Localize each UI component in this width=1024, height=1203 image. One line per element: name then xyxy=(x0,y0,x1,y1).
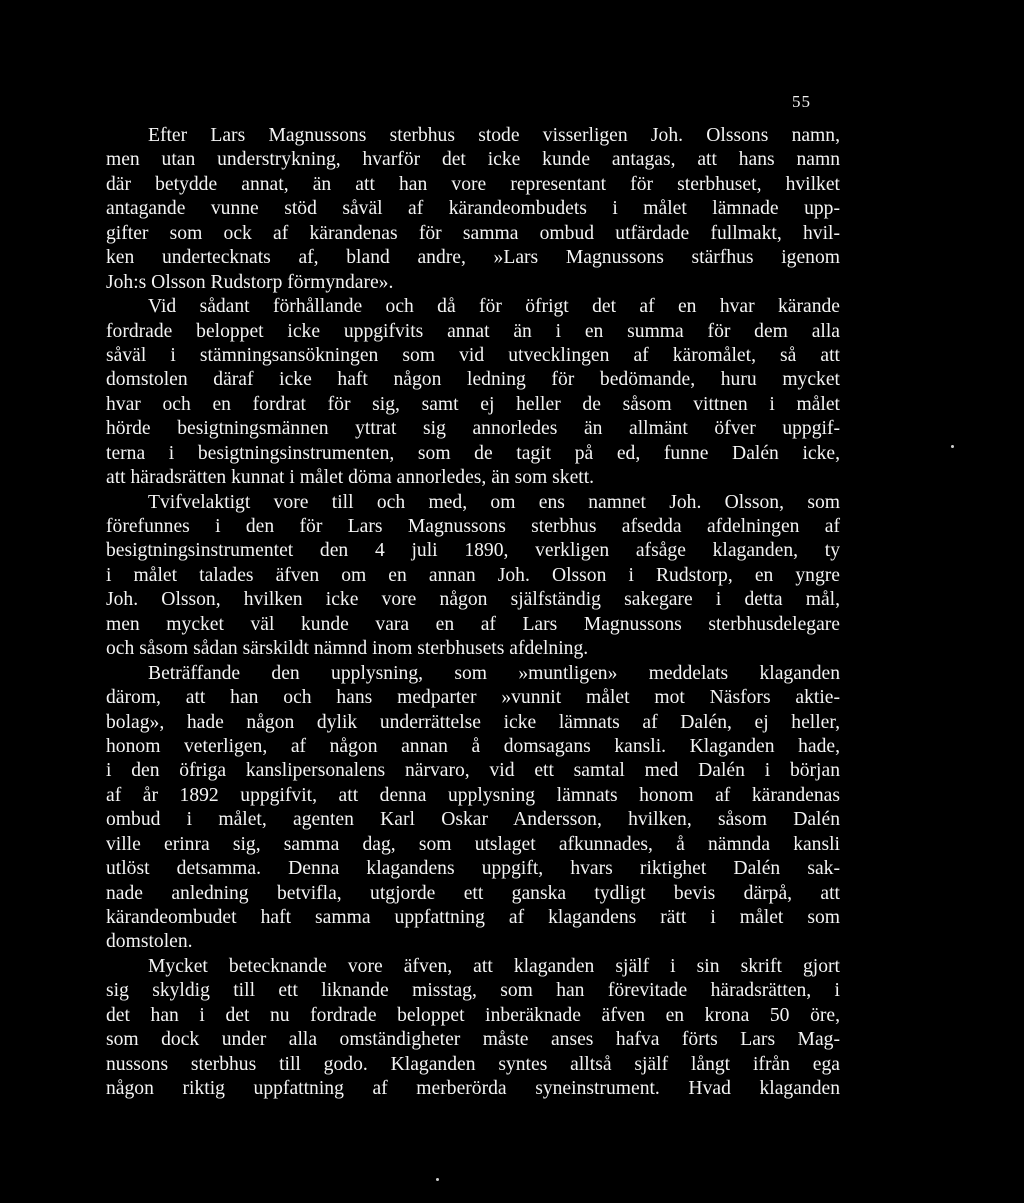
text-line: antagande vunne stöd såväl af kärandeombudets i målet lämnade upp- xyxy=(106,198,840,220)
text-line: Joh. Olsson, hvilken icke vore någon själfständig sakegare i detta mål, xyxy=(106,589,840,611)
speck-mark xyxy=(951,445,954,448)
text-line: bolag», hade någon dylik underrättelse icke lämnats af Dalén, ej heller, xyxy=(106,711,840,733)
text-line: hvar och en fordrat för sig, samt ej heller de såsom vittnen i målet xyxy=(106,393,840,415)
text-line: domstolen. xyxy=(106,931,193,953)
text-line: kärandeombudet haft samma uppfattning af klagandens rätt i målet som xyxy=(106,907,840,928)
text-line: såväl i stämningsansökningen som vid utvecklingen af käromålet, så att xyxy=(106,344,840,366)
text-line: Efter Lars Magnussons sterbhus stode visserligen Joh. Olssons namn, xyxy=(148,125,840,146)
text-line: nade anledning betvifla, utgjorde ett ganska tydligt bevis därpå, att xyxy=(106,882,840,904)
text-line: hörde besigtningsmännen yttrat sig annorledes än allmänt öfver uppgif- xyxy=(106,418,840,440)
text-line: att häradsrätten kunnat i målet döma annorledes, än som skett. xyxy=(106,467,595,489)
text-line: ken undertecknats af, bland andre, »Lars Magnussons stärfhus igenom xyxy=(106,247,840,269)
text-line: besigtningsinstrumentet den 4 juli 1890, verkligen afsåge klaganden, ty xyxy=(106,540,840,562)
text-line: Joh:s Olsson Rudstorp förmyndare». xyxy=(106,271,394,293)
body-text xyxy=(106,124,840,1102)
text-line: ville erinra sig, samma dag, som utslaget afkunnades, å nämnda kansli xyxy=(106,833,840,855)
text-line: honom veterligen, af någon annan å domsagans kansli. Klaganden hade, xyxy=(106,735,840,757)
text-line: af år 1892 uppgifvit, att denna upplysning lämnats honom af kärandenas xyxy=(106,784,840,806)
text-line: Mycket betecknande vore äfven, att klaganden själf i sin skrift gjort xyxy=(148,955,840,977)
text-line: utlöst detsamma. Denna klagandens uppgift, hvars riktighet Dalén sak- xyxy=(106,858,840,880)
text-line: där betydde annat, än att han vore representant för sterbhuset, hvilket xyxy=(106,173,840,195)
text-line: sig skyldig till ett liknande misstag, som han förevitade häradsrätten, i xyxy=(106,980,840,1002)
page-number: 55 xyxy=(792,92,811,111)
text-line: förefunnes i den för Lars Magnussons sterbhus afsedda afdelningen af xyxy=(106,516,840,537)
text-line: domstolen däraf icke haft någon ledning för bedömande, huru mycket xyxy=(106,369,840,391)
text-line: Tvifvelaktigt vore till och med, om ens namnet Joh. Olsson, som xyxy=(148,491,840,513)
text-line: nussons sterbhus till godo. Klaganden syntes alltså själf långt ifrån ega xyxy=(106,1053,840,1075)
text-line: fordrade beloppet icke uppgifvits annat än i en summa för dem alla xyxy=(106,320,840,342)
text-line: ombud i målet, agenten Karl Oskar Andersson, hvilken, såsom Dalén xyxy=(106,809,840,831)
text-line: Vid sådant förhållande och då för öfrigt det af en hvar kärande xyxy=(148,296,840,318)
text-line: Beträffande den upplysning, som »muntligen» meddelats klaganden xyxy=(148,662,840,684)
text-line: och såsom sådan särskildt nämnd inom sterbhusets afdelning. xyxy=(106,638,589,660)
text-line: därom, att han och hans medparter »vunnit målet mot Näsfors aktie- xyxy=(106,687,840,709)
text-line: som dock under alla omständigheter måste anses hafva förts Lars Mag- xyxy=(106,1029,840,1051)
text-line: men utan understrykning, hvarför det icke kunde antagas, att hans namn xyxy=(106,149,840,171)
text-line: i den öfriga kanslipersonalens närvaro, vid ett samtal med Dalén i början xyxy=(106,760,840,782)
text-line: det han i det nu fordrade beloppet inberäknade äfven en krona 50 öre, xyxy=(106,1004,840,1026)
text-line: terna i besigtningsinstrumenten, som de tagit på ed, funne Dalén icke, xyxy=(106,442,840,464)
speck-mark xyxy=(436,1178,439,1181)
text-line: men mycket väl kunde vara en af Lars Magnussons sterbhusdelegare xyxy=(106,613,840,635)
text-line: gifter som ock af kärandenas för samma ombud utfärdade fullmakt, hvil- xyxy=(106,222,840,244)
text-line: någon riktig uppfattning af merberörda syneinstrument. Hvad klaganden xyxy=(106,1078,840,1100)
text-line: i målet talades äfven om en annan Joh. Olsson i Rudstorp, en yngre xyxy=(106,564,840,586)
